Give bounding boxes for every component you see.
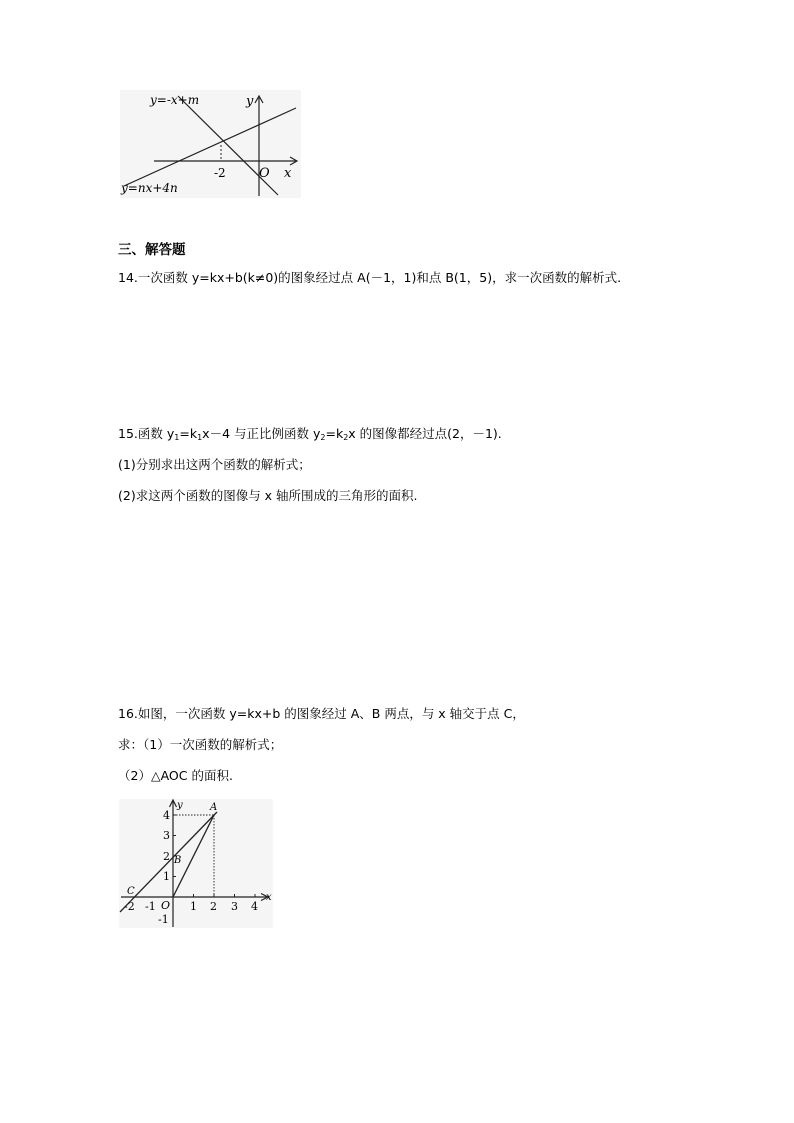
y-tick-label-2: 2: [163, 850, 170, 863]
x-tick-label-neg2: -2: [124, 900, 135, 913]
origin-label: O: [259, 166, 270, 181]
question-15-part-2: (2)求这两个函数的图像与 x 轴所围成的三角形的面积.: [118, 488, 418, 503]
x-tick-label-4: 4: [251, 900, 258, 913]
question-16-stem: 16.如图，一次函数 y=kx+b 的图象经过 A、B 两点，与 x 轴交于点 C，: [118, 706, 525, 721]
q15-text-d: =k: [325, 426, 344, 441]
y-tick-label-neg1: -1: [158, 913, 169, 926]
x-tick-label-2: 2: [210, 900, 217, 913]
q15-text-a: 15.函数 y: [118, 426, 175, 441]
label-line-y-neg-x-plus-m: y=-x+m: [150, 93, 200, 107]
figure-intersecting-lines: [118, 88, 303, 200]
y-tick-label-4: 4: [163, 809, 170, 822]
question-15-part-1: (1)分别求出这两个函数的解析式；: [118, 457, 311, 472]
x-tick-label-1: 1: [190, 900, 197, 913]
y-axis-label: y: [177, 800, 183, 811]
q15-text-b: =k: [179, 426, 198, 441]
origin-label: O: [161, 899, 171, 912]
y-tick-label-1: 1: [163, 870, 170, 883]
point-a-label: A: [210, 802, 218, 813]
point-b-label: B: [174, 855, 182, 866]
q15-sub-3: 2: [320, 433, 326, 442]
q15-sub-2: 1: [197, 433, 203, 442]
q15-text-e: x 的图像都经过点(2，－1).: [348, 426, 502, 441]
question-14: 14.一次函数 y=kx+b(k≠0)的图象经过点 A(－1，1)和点 B(1，5)，求一次函数的解析式.: [118, 270, 622, 285]
q15-sub-1: 1: [174, 433, 180, 442]
x-tick-label-3: 3: [231, 900, 238, 913]
point-c-label: C: [127, 886, 135, 897]
x-axis-label: x: [266, 892, 272, 903]
q15-text-c: x－4 与正比例函数 y: [202, 426, 321, 441]
x-axis-label: x: [284, 166, 292, 181]
x-tick-label-neg1: -1: [145, 900, 156, 913]
label-line-y-nx-plus-4n: y=nx+4n: [121, 181, 178, 195]
figure-coordinate-graph: [117, 797, 275, 930]
question-16-part-1: 求：（1）一次函数的解析式；: [118, 737, 283, 752]
y-tick-label-3: 3: [163, 829, 170, 842]
section-heading: 三、解答题: [118, 242, 186, 258]
y-axis-label: y: [246, 94, 254, 109]
tick-neg-2: -2: [214, 166, 226, 180]
question-16-part-2: （2）△AOC 的面积.: [118, 768, 233, 783]
q15-sub-4: 2: [343, 433, 349, 442]
question-15-stem: [118, 426, 502, 442]
